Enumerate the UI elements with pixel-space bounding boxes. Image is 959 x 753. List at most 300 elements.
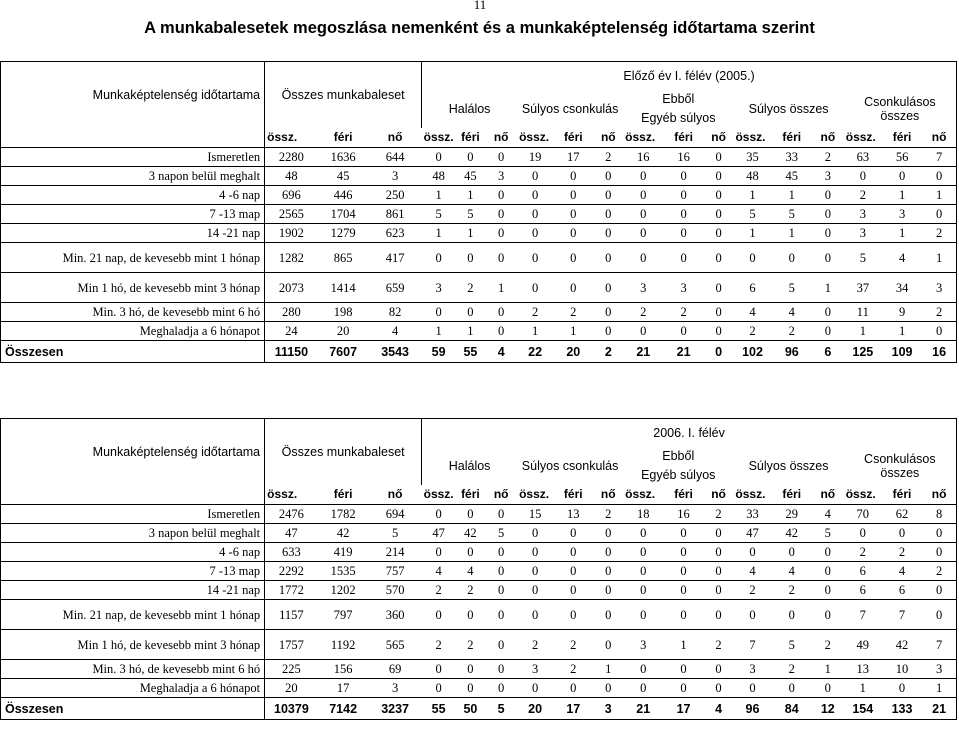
sub-total-header: össz. (422, 128, 456, 148)
cell-value: 0 (517, 243, 553, 273)
cell-value: 360 (369, 600, 422, 630)
cell-value: 0 (593, 600, 623, 630)
cell-value: 3 (623, 630, 663, 660)
cell-value: 2 (772, 322, 812, 341)
header-row-period (1, 419, 957, 447)
cell-value: 49 (844, 630, 882, 660)
total-value: 22 (517, 341, 553, 363)
cell-value: 29 (772, 505, 812, 524)
cell-value: 0 (623, 524, 663, 543)
cell-value: 0 (517, 679, 553, 698)
cell-value: 33 (733, 505, 771, 524)
cell-value: 3 (623, 273, 663, 303)
row-label: Min 1 hó, de kevesebb mint 3 hónap (1, 273, 265, 303)
cell-value: 797 (318, 600, 369, 630)
cell-value: 2 (922, 224, 956, 243)
cell-value: 5 (422, 205, 456, 224)
cell-value: 0 (882, 167, 922, 186)
cell-value: 7 (922, 148, 956, 167)
cell-value: 0 (733, 679, 771, 698)
cell-value: 0 (812, 243, 844, 273)
row-label: Min. 3 hó, de kevesebb mint 6 hó (1, 660, 265, 679)
cell-value: 1 (485, 273, 517, 303)
sub-male-header: féri (772, 485, 812, 505)
sub-total-header: össz. (623, 128, 663, 148)
cell-value: 2 (922, 303, 956, 322)
page-number: 11 (473, 0, 487, 12)
cell-value: 69 (369, 660, 422, 679)
duration-header-blank (1, 485, 265, 505)
cell-value: 0 (593, 543, 623, 562)
cell-value: 0 (812, 679, 844, 698)
cell-value: 45 (772, 167, 812, 186)
cell-value: 47 (265, 524, 318, 543)
header-row-period (1, 62, 957, 90)
cell-value: 1 (456, 224, 486, 243)
cell-value: 2 (553, 630, 593, 660)
cell-value: 2 (593, 148, 623, 167)
cell-value: 2 (882, 543, 922, 562)
cell-value: 5 (456, 205, 486, 224)
cell-value: 0 (812, 562, 844, 581)
cell-value: 214 (369, 543, 422, 562)
total-value: 17 (553, 698, 593, 720)
cell-value: 0 (772, 600, 812, 630)
cell-value: 42 (318, 524, 369, 543)
cell-value: 2 (517, 630, 553, 660)
cell-value: 0 (517, 224, 553, 243)
cell-value: 11 (844, 303, 882, 322)
cell-value: 3 (844, 224, 882, 243)
cell-value: 0 (593, 322, 623, 341)
cell-value: 1 (844, 679, 882, 698)
total-value: 21 (623, 698, 663, 720)
cell-value: 1535 (318, 562, 369, 581)
sub-female-header: nő (593, 485, 623, 505)
cell-value: 1 (922, 186, 956, 205)
cell-value: 0 (485, 224, 517, 243)
cell-value: 0 (772, 679, 812, 698)
cell-value: 2 (733, 581, 771, 600)
cell-value: 2073 (265, 273, 318, 303)
cell-value: 0 (485, 679, 517, 698)
cell-value: 0 (733, 243, 771, 273)
cell-value: 0 (663, 581, 703, 600)
sub-female-header: nő (812, 485, 844, 505)
cell-value: 0 (553, 243, 593, 273)
cell-value: 0 (663, 660, 703, 679)
sub-total-header: össz. (844, 485, 882, 505)
cell-value: 0 (553, 205, 593, 224)
cell-value: 0 (922, 322, 956, 341)
cell-value: 0 (812, 322, 844, 341)
cell-value: 156 (318, 660, 369, 679)
severe-crippling-header: Súlyos csonkulás (521, 458, 619, 473)
cell-value: 0 (485, 660, 517, 679)
cell-value: 0 (812, 600, 844, 630)
row-label: Min. 21 nap, de kevesebb mint 1 hónap (1, 600, 265, 630)
sub-total-header: össz. (422, 485, 456, 505)
cell-value: 0 (704, 148, 734, 167)
severe-crippling-header: Súlyos csonkulás (521, 101, 619, 116)
cell-value: 1279 (318, 224, 369, 243)
cell-value: 0 (456, 543, 486, 562)
cell-value: 0 (517, 273, 553, 303)
header-row-gender (1, 485, 957, 505)
cell-value: 33 (772, 148, 812, 167)
cell-value: 1782 (318, 505, 369, 524)
cell-value: 250 (369, 186, 422, 205)
sub-male-header: féri (882, 485, 922, 505)
sub-female-header: nő (704, 128, 734, 148)
cell-value: 63 (844, 148, 882, 167)
cell-value: 2476 (265, 505, 318, 524)
total-value: 133 (882, 698, 922, 720)
cell-value: 45 (456, 167, 486, 186)
cell-value: 633 (265, 543, 318, 562)
row-label: Ismeretlen (1, 505, 265, 524)
table-2005-body (1, 62, 957, 363)
cell-value: 0 (922, 524, 956, 543)
cell-value: 694 (369, 505, 422, 524)
cell-value: 1 (456, 322, 486, 341)
sub-male-header: féri (882, 128, 922, 148)
cell-value: 0 (456, 243, 486, 273)
cell-value: 3 (663, 273, 703, 303)
cell-value: 0 (882, 524, 922, 543)
cell-value: 3 (422, 273, 456, 303)
cell-value: 0 (704, 660, 734, 679)
row-label: Ismeretlen (1, 148, 265, 167)
total-value: 154 (844, 698, 882, 720)
table-row (1, 322, 957, 341)
cell-value: 0 (517, 167, 553, 186)
total-label: Összesen (1, 341, 265, 363)
cell-value: 4 (733, 562, 771, 581)
cell-value: 0 (485, 630, 517, 660)
cell-value: 0 (553, 524, 593, 543)
cell-value: 2 (704, 630, 734, 660)
cell-value: 3 (369, 167, 422, 186)
cell-value: 5 (733, 205, 771, 224)
cell-value: 0 (456, 505, 486, 524)
other-severe-header: Egyéb súlyos (641, 467, 716, 482)
cell-value: 570 (369, 581, 422, 600)
cell-value: 0 (456, 148, 486, 167)
table-row (1, 630, 957, 660)
sub-male-header: féri (553, 485, 593, 505)
cell-value: 0 (485, 148, 517, 167)
cell-value: 0 (704, 562, 734, 581)
cell-value: 0 (704, 224, 734, 243)
cell-value: 1 (812, 660, 844, 679)
cell-value: 2 (593, 505, 623, 524)
cell-value: 0 (922, 600, 956, 630)
duration-header: Munkaképtelenség időtartama (1, 419, 265, 485)
crippling-total-header: Csonkulásos összes (844, 447, 957, 485)
cell-value: 0 (456, 303, 486, 322)
cell-value: 0 (485, 505, 517, 524)
cell-value: 1 (922, 243, 956, 273)
cell-value: 2 (772, 581, 812, 600)
total-value: 4 (485, 341, 517, 363)
total-value: 6 (812, 341, 844, 363)
cell-value: 3 (844, 205, 882, 224)
table-row (1, 543, 957, 562)
cell-value: 56 (882, 148, 922, 167)
cell-value: 6 (844, 581, 882, 600)
total-value: 3543 (369, 341, 422, 363)
cell-value: 45 (318, 167, 369, 186)
cell-value: 4 (812, 505, 844, 524)
cell-value: 1 (456, 186, 486, 205)
cell-value: 0 (623, 243, 663, 273)
row-label: 7 -13 map (1, 205, 265, 224)
sub-male-header: féri (772, 128, 812, 148)
cell-value: 0 (422, 660, 456, 679)
header-row-gender (1, 128, 957, 148)
total-value: 96 (772, 341, 812, 363)
cell-value: 2 (456, 630, 486, 660)
cell-value: 3 (485, 167, 517, 186)
cell-value: 0 (485, 243, 517, 273)
cell-value: 0 (812, 543, 844, 562)
cell-value: 0 (553, 224, 593, 243)
total-value: 109 (882, 341, 922, 363)
cell-value: 446 (318, 186, 369, 205)
cell-value: 5 (772, 273, 812, 303)
cell-value: 0 (517, 186, 553, 205)
total-value: 2 (593, 341, 623, 363)
total-value: 96 (733, 698, 771, 720)
cell-value: 1772 (265, 581, 318, 600)
cell-value: 0 (485, 205, 517, 224)
cell-value: 48 (733, 167, 771, 186)
cell-value: 417 (369, 243, 422, 273)
cell-value: 1 (772, 224, 812, 243)
cell-value: 0 (663, 600, 703, 630)
cell-value: 565 (369, 630, 422, 660)
cell-value: 20 (318, 322, 369, 341)
cell-value: 3 (922, 660, 956, 679)
cell-value: 0 (623, 322, 663, 341)
cell-value: 0 (593, 679, 623, 698)
table-2005 (0, 61, 957, 363)
cell-value: 1 (812, 273, 844, 303)
cell-value: 0 (553, 273, 593, 303)
table-row (1, 273, 957, 303)
cell-value: 0 (704, 600, 734, 630)
cell-value: 0 (704, 273, 734, 303)
cell-value: 8 (922, 505, 956, 524)
cell-value: 0 (663, 562, 703, 581)
cell-value: 42 (882, 630, 922, 660)
cell-value: 6 (733, 273, 771, 303)
cell-value: 2 (553, 660, 593, 679)
cell-value: 1757 (265, 630, 318, 660)
cell-value: 0 (663, 167, 703, 186)
cell-value: 2 (922, 562, 956, 581)
cell-value: 0 (485, 600, 517, 630)
cell-value: 5 (772, 630, 812, 660)
cell-value: 47 (422, 524, 456, 543)
cell-value: 0 (456, 660, 486, 679)
cell-value: 0 (422, 243, 456, 273)
cell-value: 2 (422, 630, 456, 660)
row-label: 14 -21 nap (1, 581, 265, 600)
cell-value: 0 (553, 167, 593, 186)
cell-value: 0 (663, 224, 703, 243)
cell-value: 1157 (265, 600, 318, 630)
cell-value: 6 (882, 581, 922, 600)
sub-total-header: össz. (733, 485, 771, 505)
table-row (1, 581, 957, 600)
total-value: 7607 (318, 341, 369, 363)
cell-value: 0 (704, 524, 734, 543)
severe-total-header: Súlyos összes (748, 101, 829, 116)
cell-value: 0 (772, 543, 812, 562)
cell-value: 0 (485, 543, 517, 562)
cell-value: 0 (704, 167, 734, 186)
row-label: Min. 3 hó, de kevesebb mint 6 hó (1, 303, 265, 322)
total-value: 5 (485, 698, 517, 720)
fatal-header: Halálos (422, 90, 517, 128)
cell-value: 0 (422, 543, 456, 562)
cell-value: 0 (517, 205, 553, 224)
row-label: 4 -6 nap (1, 186, 265, 205)
cell-value: 6 (844, 562, 882, 581)
cell-value: 0 (772, 243, 812, 273)
cell-value: 16 (663, 148, 703, 167)
cell-value: 0 (593, 562, 623, 581)
cell-value: 2 (772, 660, 812, 679)
total-value: 55 (422, 698, 456, 720)
cell-value: 42 (772, 524, 812, 543)
cell-value: 0 (593, 581, 623, 600)
cell-value: 1282 (265, 243, 318, 273)
cell-value: 10 (882, 660, 922, 679)
cell-value: 0 (623, 186, 663, 205)
table-row (1, 524, 957, 543)
cell-value: 0 (704, 679, 734, 698)
cell-value: 2 (844, 186, 882, 205)
cell-value: 0 (593, 224, 623, 243)
cell-value: 7 (882, 600, 922, 630)
cell-value: 0 (553, 186, 593, 205)
cell-value: 0 (663, 205, 703, 224)
sub-male-header: féri (663, 128, 703, 148)
cell-value: 3 (922, 273, 956, 303)
cell-value: 0 (623, 679, 663, 698)
sub-total-header: össz. (844, 128, 882, 148)
table-row (1, 167, 957, 186)
cell-value: 2 (456, 581, 486, 600)
cell-value: 0 (422, 505, 456, 524)
sub-female-header: nő (704, 485, 734, 505)
cell-value: 0 (593, 205, 623, 224)
cell-value: 4 (772, 562, 812, 581)
cell-value: 0 (553, 562, 593, 581)
table-2006-body (1, 419, 957, 720)
sub-female-header: nő (922, 128, 956, 148)
cell-value: 0 (663, 543, 703, 562)
total-value: 7142 (318, 698, 369, 720)
cell-value: 0 (593, 273, 623, 303)
cell-value: 3 (812, 167, 844, 186)
cell-value: 5 (369, 524, 422, 543)
cell-value: 2 (733, 322, 771, 341)
total-value: 21 (623, 341, 663, 363)
cell-value: 16 (663, 505, 703, 524)
cell-value: 0 (485, 322, 517, 341)
duration-header: Munkaképtelenség időtartama (1, 62, 265, 128)
cell-value: 1 (422, 224, 456, 243)
cell-value: 1 (422, 186, 456, 205)
cell-value: 19 (517, 148, 553, 167)
cell-value: 1 (733, 224, 771, 243)
cell-value: 1 (553, 322, 593, 341)
cell-value: 2 (812, 630, 844, 660)
cell-value: 0 (663, 524, 703, 543)
row-label: Meghaladja a 6 hónapot (1, 322, 265, 341)
row-label: 3 napon belül meghalt (1, 167, 265, 186)
cell-value: 5 (485, 524, 517, 543)
cell-value: 0 (922, 581, 956, 600)
sub-total-header: össz. (623, 485, 663, 505)
cell-value: 0 (485, 186, 517, 205)
cell-value: 0 (553, 581, 593, 600)
cell-value: 2 (704, 505, 734, 524)
cell-value: 24 (265, 322, 318, 341)
cell-value: 0 (517, 524, 553, 543)
cell-value: 0 (593, 167, 623, 186)
cell-value: 0 (704, 205, 734, 224)
cell-value: 2 (517, 303, 553, 322)
cell-value: 17 (553, 148, 593, 167)
sub-male-header: féri (456, 128, 486, 148)
cell-value: 37 (844, 273, 882, 303)
period-header: Előző év I. félév (2005.) (422, 62, 957, 90)
cell-value: 0 (663, 186, 703, 205)
cell-value: 0 (812, 224, 844, 243)
cell-value: 0 (456, 679, 486, 698)
cell-value: 1 (663, 630, 703, 660)
cell-value: 1 (882, 224, 922, 243)
cell-value: 5 (844, 243, 882, 273)
cell-value: 3 (517, 660, 553, 679)
cell-value: 7 (733, 630, 771, 660)
cell-value: 1192 (318, 630, 369, 660)
duration-header-blank (1, 128, 265, 148)
cell-value: 1414 (318, 273, 369, 303)
cell-value: 7 (922, 630, 956, 660)
sub-female-header: nő (812, 128, 844, 148)
severe-total-header: Súlyos összes (748, 458, 829, 473)
total-value: 10379 (265, 698, 318, 720)
cell-value: 1 (922, 679, 956, 698)
cell-value: 9 (882, 303, 922, 322)
cell-value: 861 (369, 205, 422, 224)
cell-value: 1636 (318, 148, 369, 167)
cell-value: 1 (844, 322, 882, 341)
row-label: 4 -6 nap (1, 543, 265, 562)
of-which-header: Ebből (662, 91, 695, 106)
other-severe-header: Egyéb súlyos (641, 110, 716, 125)
table-row (1, 303, 957, 322)
cell-value: 7 (844, 600, 882, 630)
cell-value: 1 (593, 660, 623, 679)
table-row (1, 679, 957, 698)
